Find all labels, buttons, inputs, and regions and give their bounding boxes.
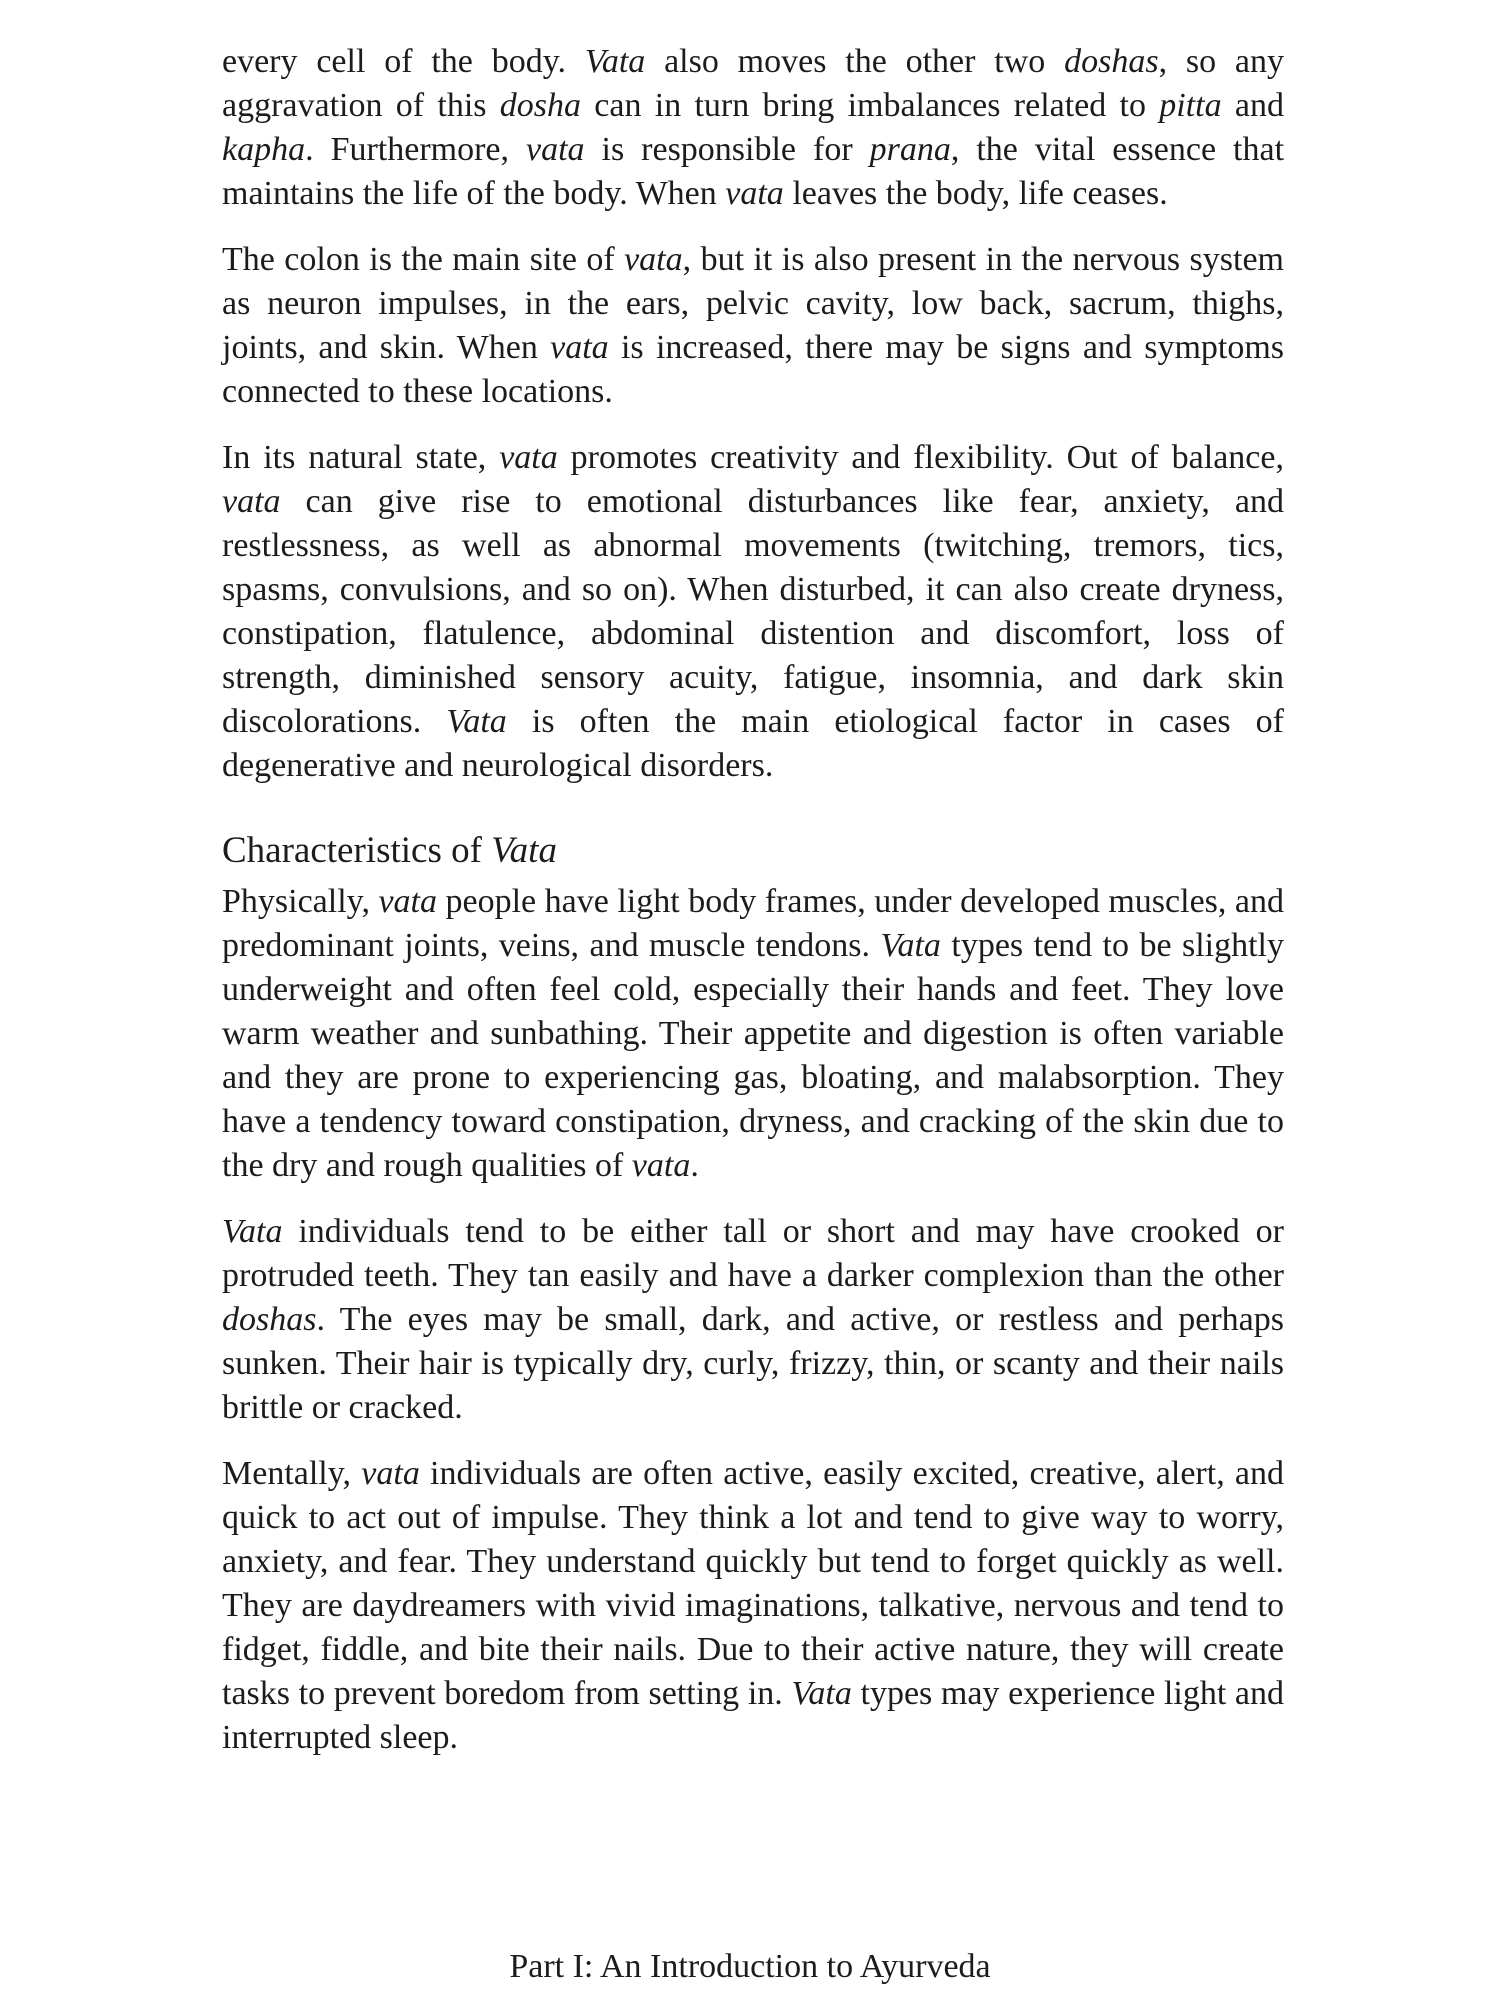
- italic-term: vata: [222, 483, 281, 520]
- italic-term: vata: [526, 131, 585, 168]
- body-bottom: [222, 880, 1284, 1760]
- italic-term: Vata: [791, 1675, 852, 1712]
- body-top: [222, 40, 1284, 788]
- section-paragraph-1: Physically, vata people have light body frames, under developed muscles, and predominant joints, veins, and muscle tendons. Vata types tend to be slightly underweight and often feel cold, especially their hands and feet. They love warm weather and sunbathing. Their appetite and digestion is often variable and they are prone to experiencing gas, bloating, and malabsorption. They have a tendency toward constipation, dryness, and cracking of the skin due to the dry and rough qualities of vata.: [222, 883, 1284, 1184]
- italic-term: doshas: [222, 1301, 317, 1338]
- italic-term: vata: [499, 439, 558, 476]
- italic-term: doshas: [1064, 43, 1159, 80]
- italic-term: vata: [378, 883, 438, 920]
- page-content: [222, 40, 1284, 1782]
- italic-term: Vata: [491, 830, 557, 871]
- italic-term: vata: [361, 1455, 420, 1492]
- italic-term: Vata: [584, 43, 646, 80]
- section-paragraph-3: Mentally, vata individuals are often active, easily excited, creative, alert, and quick to act out of impulse. They think a lot and tend to give way to worry, anxiety, and fear. They understand quickly but tend to forget quickly as well. They are daydreamers with vivid imaginations, talkative, nervous and tend to fidget, fiddle, and bite their nails. Due to their active nature, they will create tasks to prevent boredom from setting in. Vata types may experience light and interrupted sleep.: [222, 1455, 1285, 1756]
- top-paragraph-1: every cell of the body. Vata also moves the other two doshas, so any aggravation of this dosha can in turn bring imbalances related to pitta and kapha. Furthermore, vata is responsible for prana, the vital essence that maintains the life of the body. When vata leaves the body, life ceases.: [222, 43, 1285, 212]
- section-heading: Characteristics of Vata: [222, 830, 557, 871]
- italic-term: prana: [869, 131, 951, 168]
- italic-term: Vata: [880, 927, 941, 964]
- italic-term: Vata: [222, 1213, 283, 1250]
- top-paragraph-2: The colon is the main site of vata, but it is also present in the nervous system as neuron impulses, in the ears, pelvic cavity, low back, sacrum, thighs, joints, and skin. When vata is increased, there may be signs and symptoms connected to these locations.: [222, 241, 1285, 410]
- top-paragraph-3: In its natural state, vata promotes creativity and flexibility. Out of balance, vata can give rise to emotional disturbances like fear, anxiety, and restlessness, as well as abnormal movements (twitching, tremors, tics, spasms, convulsions, and so on). When disturbed, it can also create dryness, constipation, flatulence, abdominal distention and discomfort, loss of strength, diminished sensory acuity, fatigue, insomnia, and dark skin discolorations. Vata is often the main etiological factor in cases of degenerative and neurological disorders.: [222, 439, 1284, 784]
- italic-term: vata: [624, 241, 683, 278]
- italic-term: vata: [550, 329, 609, 366]
- section-paragraph-2: Vata individuals tend to be either tall or short and may have crooked or protruded teeth. They tan easily and have a darker complexion than the other doshas. The eyes may be small, dark, and active, or restless and perhaps sunken. Their hair is typically dry, curly, frizzy, thin, or scanty and their nails brittle or cracked.: [222, 1213, 1284, 1426]
- italic-term: Vata: [446, 703, 507, 740]
- running-footer: Part I: An Introduction to Ayurveda: [509, 1948, 991, 1985]
- italic-term: dosha: [499, 87, 582, 124]
- italic-term: pitta: [1159, 87, 1222, 124]
- italic-term: vata: [631, 1147, 691, 1184]
- italic-term: kapha: [222, 131, 306, 168]
- italic-term: vata: [725, 175, 784, 212]
